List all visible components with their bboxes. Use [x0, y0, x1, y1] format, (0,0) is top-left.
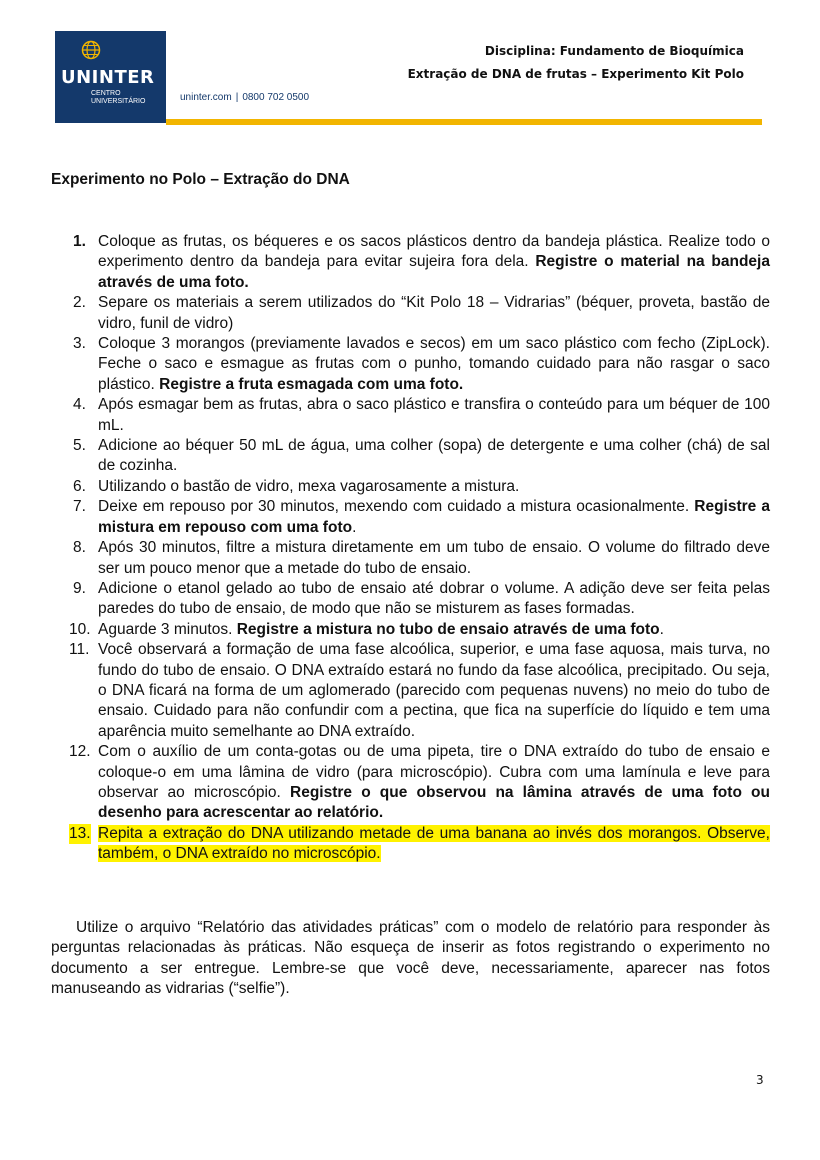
- step-text: Aguarde 3 minutos.: [98, 620, 237, 638]
- list-item: [73, 538, 770, 579]
- list-item: [69, 640, 770, 742]
- step-text-wrap: [98, 478, 519, 495]
- step-text-after: .: [659, 620, 664, 638]
- page-title: Experimento no Polo – Extração do DNA: [51, 171, 350, 188]
- step-instruction-bold: Registre a mistura em repouso com uma foto: [98, 498, 770, 536]
- list-item: [73, 232, 770, 293]
- phone: 0800 702 0500: [242, 92, 310, 103]
- step-text: Com o auxílio de um conta-gotas ou de uma pipeta, tire o DNA extraído do tubo de ensaio e coloque-o em uma lâmina de vidro (para microscópio). Cubra com uma lamínula e leve para observar ao microscópio.: [98, 743, 770, 801]
- website: uninter.com: [180, 92, 232, 103]
- step-number: 3.: [73, 335, 86, 353]
- step-number: 12.: [69, 743, 91, 761]
- step-text: Você observará a formação de uma fase alcoólica, superior, e uma fase aquosa, mais turva, no fundo do tubo de ensaio. O DNA extraído estará no fundo da fase alcoólica, precipitado. Ou seja, o DNA ficará na forma de um aglomerado (parecido com pequenas nuvens) no meio do tubo de ensaio. Cuidado para não confundir com a pectina, que fica na superfície do líquido e tem uma aparência muito semelhante ao DNA extraído.: [98, 641, 770, 740]
- step-text-wrap: [98, 825, 770, 862]
- step-number: 5.: [73, 437, 86, 455]
- step-text: Após esmagar bem as frutas, abra o saco plástico e transfira o conteúdo para um béquer de 100 mL.: [98, 396, 770, 434]
- list-item: [69, 824, 770, 865]
- step-text: Separe os materiais a serem utilizados do “Kit Polo 18 – Vidrarias” (béquer, proveta, bastão de vidro, funil de vidro): [98, 294, 770, 332]
- step-number: 9.: [73, 579, 86, 597]
- step-text-wrap: [98, 539, 770, 576]
- step-text-wrap: [98, 580, 770, 617]
- step-text-wrap: [98, 335, 770, 393]
- step-instruction-bold: Registre o material na bandeja através de uma foto.: [98, 253, 770, 291]
- step-text-wrap: [98, 233, 770, 291]
- discipline-header: Disciplina: Fundamento de Bioquímica: [484, 44, 744, 58]
- list-item: [73, 477, 770, 497]
- step-text-wrap: [98, 743, 770, 821]
- step-text-wrap: [98, 498, 770, 535]
- step-text-wrap: [98, 641, 770, 740]
- step-text-wrap: [98, 294, 770, 331]
- step-text: Deixe em repouso por 30 minutos, mexendo com cuidado a mistura ocasionalmente.: [98, 498, 695, 516]
- logo-sub-line1: CENTRO: [91, 90, 121, 97]
- step-instruction-bold: Registre a fruta esmagada com uma foto.: [159, 375, 464, 393]
- list-item: [73, 579, 770, 620]
- step-number: 10.: [69, 620, 91, 638]
- step-text: Repita a extração do DNA utilizando metade de uma banana ao invés dos morangos. Observe, também, o DNA extraído no microscópio.: [98, 824, 770, 863]
- list-item: [73, 497, 770, 538]
- list-item: [73, 293, 770, 334]
- step-text-after: .: [352, 518, 357, 536]
- step-text: Após 30 minutos, filtre a mistura diretamente em um tubo de ensaio. O volume do filtrado deve ser um pouco menor que a metade do tubo de ensaio.: [98, 539, 770, 577]
- step-instruction-bold: Registre a mistura no tubo de ensaio através de uma foto: [236, 620, 660, 638]
- list-item: [73, 395, 770, 436]
- page-number: 3: [756, 1073, 764, 1087]
- header-divider: [166, 119, 762, 125]
- logo-sub-line2: UNIVERSITÁRIO: [91, 98, 146, 105]
- procedure-steps: [69, 232, 770, 865]
- step-text: Adicione ao béquer 50 mL de água, uma colher (sopa) de detergente e uma colher (chá) de sal de cozinha.: [98, 437, 770, 475]
- step-number: 11.: [69, 641, 90, 659]
- list-item: [73, 334, 770, 395]
- step-instruction-bold: Registre o que observou na lâmina através de uma foto ou desenho para acrescentar ao relatório.: [98, 783, 770, 822]
- list-item: [69, 742, 770, 824]
- step-text-wrap: [98, 621, 664, 638]
- step-text: Adicione o etanol gelado ao tubo de ensaio até dobrar o volume. A adição deve ser feita pelas paredes do tubo de ensaio, de modo que não se misturem as fases formadas.: [98, 579, 770, 618]
- step-number: 4.: [73, 396, 86, 414]
- list-item: [73, 436, 770, 477]
- document-subtitle: Extração de DNA de frutas – Experimento Kit Polo: [407, 67, 744, 81]
- step-text: Coloque 3 morangos (previamente lavados e secos) em um saco plástico com fecho (ZipLock). Feche o saco e esmague as frutas com o punho, tomando cuidado para não rasgar o saco plástico.: [98, 335, 770, 393]
- step-number: 1.: [73, 233, 86, 250]
- contact-info: uninter.com | 0800 702 0500: [180, 92, 310, 103]
- step-number: 8.: [73, 539, 86, 557]
- step-text: Coloque as frutas, os béqueres e os sacos plásticos dentro da bandeja plástica. Realize todo o experimento dentro da bandeja para evitar sujeira fora dela.: [98, 233, 770, 271]
- list-item: [69, 620, 770, 640]
- step-text-wrap: [98, 396, 770, 433]
- step-number: 2.: [73, 294, 86, 312]
- logo-subtitle: [91, 90, 145, 106]
- step-text-wrap: [98, 437, 770, 474]
- globe-icon: [81, 40, 101, 60]
- uninter-logo: [55, 31, 166, 123]
- step-number: 7.: [73, 498, 86, 516]
- logo-name: UNINTER: [61, 67, 155, 88]
- closing-paragraph: Utilize o arquivo “Relatório das atividades práticas” com o modelo de relatório para responder às perguntas relacionadas às práticas. Não esqueça de inserir as fotos registrando o experimento no documento a ser entregue. Lembre-se que você deve, necessariamente, aparecer nas fotos manuseando as vidrarias (“selfie”).: [51, 919, 770, 998]
- step-number: 13.: [69, 824, 91, 844]
- step-number: 6.: [73, 477, 86, 495]
- step-text: Utilizando o bastão de vidro, mexa vagarosamente a mistura.: [98, 477, 520, 495]
